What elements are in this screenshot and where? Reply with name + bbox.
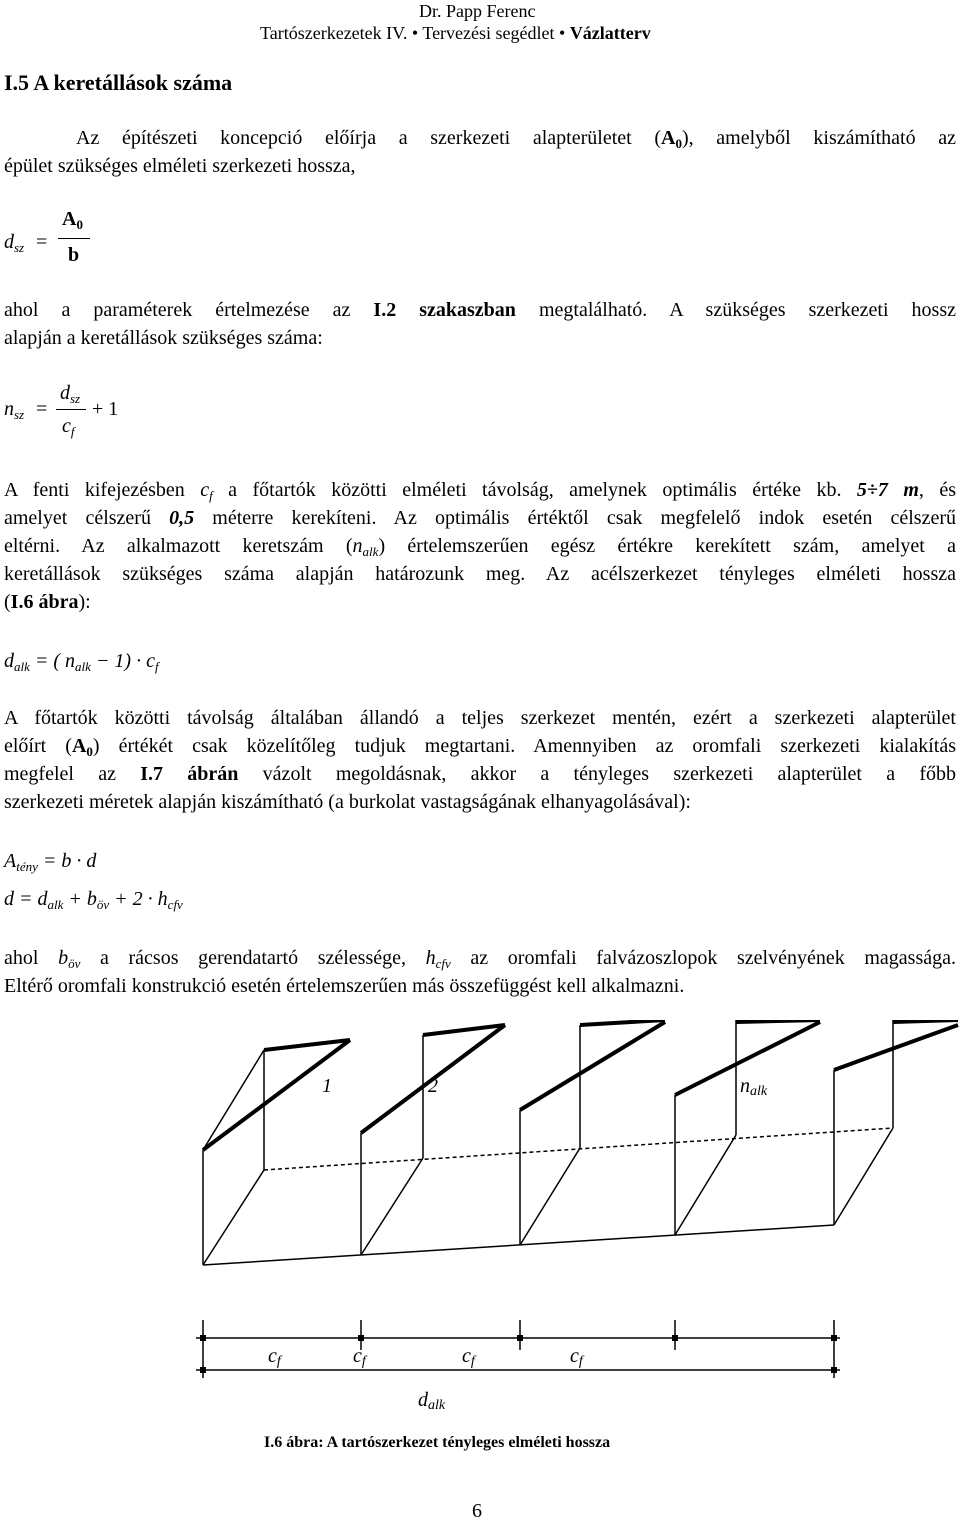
- text: f: [70, 424, 75, 439]
- header-course-line: [260, 23, 651, 43]
- dimension-node: [831, 1335, 837, 1341]
- text: A: [62, 208, 77, 230]
- frame-label-n: [740, 1075, 768, 1099]
- floor-side-edge: [834, 1128, 893, 1225]
- figure-caption: I.6 ábra: A tartószerkezet tényleges elméleti hossza: [264, 1434, 611, 1451]
- header-part1: Tervezési segédlet: [422, 23, 555, 43]
- equation-atény: [4, 850, 96, 878]
- text: sz: [14, 407, 25, 422]
- text: f: [470, 1354, 475, 1369]
- text: A: [4, 850, 17, 872]
- eq-numerator: [60, 382, 80, 410]
- para-line: [4, 504, 956, 532]
- text: f: [154, 659, 159, 674]
- para-line: épület szükséges elméleti szerkezeti hossza,: [4, 155, 356, 177]
- equation-dalk: [4, 650, 159, 678]
- fraction-bar: [56, 409, 86, 410]
- page-number: 6: [472, 1500, 482, 1522]
- equation-d: [4, 888, 183, 916]
- text: ) értékét csak közelítőleg tudjuk megtartani. Amennyiben az oromfali szerkezeti kialakítás: [92, 735, 957, 757]
- text: öv: [68, 956, 81, 971]
- eq-lhs: [4, 231, 24, 259]
- text: alk: [750, 1084, 768, 1099]
- text: 0: [675, 136, 682, 151]
- text: tény: [16, 859, 38, 874]
- frame-label-1: 1: [322, 1075, 332, 1097]
- text: vázolt megoldásnak, akkor a tényleges szerkezeti alapterület a főbb: [238, 763, 956, 785]
- text: n: [740, 1075, 750, 1097]
- paragraph-params: [4, 296, 956, 352]
- text: ahol a paraméterek értelmezése az: [4, 299, 374, 321]
- text: ahol: [4, 947, 59, 969]
- text: d: [4, 650, 14, 672]
- para-line: [4, 588, 956, 616]
- dimension-label-cf: [268, 1345, 283, 1369]
- text: f: [578, 1354, 583, 1369]
- text: ) értelemszerűen egész értékre kerekített szám, amelyet a: [378, 535, 956, 557]
- text: Az építészeti koncepció előírja a szerkezeti alapterületet (: [76, 127, 662, 149]
- dimension-node: [831, 1367, 837, 1373]
- text: alk: [362, 544, 379, 559]
- text: c: [570, 1345, 579, 1367]
- para-line: szerkezeti méretek alapján kiszámítható (a burkolat vastagságának elhanyagolásával):: [4, 791, 691, 813]
- text: , és: [918, 479, 956, 501]
- text: f: [276, 1354, 281, 1369]
- dimension-node: [517, 1335, 523, 1341]
- text: c: [268, 1345, 277, 1367]
- text: I.6 ábra: [10, 591, 79, 613]
- text: sz: [14, 240, 25, 255]
- text: alk: [75, 659, 91, 674]
- header-part2: Vázlatterv: [569, 23, 651, 43]
- text: alk: [14, 659, 30, 674]
- rafter-beam: [834, 1025, 958, 1070]
- rafter-top: [736, 1020, 820, 1022]
- eq-numerator: [62, 208, 83, 236]
- text: d: [418, 1389, 428, 1411]
- text: = ( n: [29, 650, 76, 672]
- text: ), amelyből kiszámítható az: [681, 127, 956, 149]
- text: + 2 · h: [109, 888, 168, 910]
- text: c: [462, 1345, 471, 1367]
- dimension-node: [672, 1335, 678, 1341]
- para-line: [4, 532, 956, 560]
- text: amelyet célszerű: [4, 507, 170, 529]
- para-line: [4, 124, 956, 152]
- text: megfelel az: [4, 763, 141, 785]
- text: eltérni. Az alkalmazott keretszám (: [4, 535, 353, 557]
- dimension-label-dalk: [418, 1389, 446, 1413]
- text: alk: [428, 1398, 446, 1413]
- text: 0,5: [169, 507, 195, 529]
- text: − 1) · c: [90, 650, 155, 672]
- text: méterre kerekíteni. Az optimális értéktől csak megfelelő indok esetén célszerű: [194, 507, 956, 529]
- text: előírt (: [4, 735, 72, 757]
- para-line: [4, 944, 956, 972]
- eq-plus-one: + 1: [92, 398, 119, 420]
- floor-side-edge: [361, 1158, 423, 1255]
- para-line: Eltérő oromfali konstrukció esetén értelemszerűen más összefüggést kell alkalmazni.: [4, 975, 685, 997]
- paragraph-intro: [4, 124, 956, 180]
- para-line: [4, 476, 956, 504]
- floor-side-edge: [520, 1148, 580, 1245]
- text: megtalálható. A szükséges szerkezeti hossz: [515, 299, 956, 321]
- floor-side-edge: [675, 1135, 736, 1235]
- text: d = d: [4, 888, 48, 910]
- rafter-diagonal: [203, 1050, 264, 1150]
- eq-denominator: [62, 415, 75, 443]
- text: A: [661, 127, 676, 149]
- header-course: Tartószerkezetek IV.: [260, 23, 408, 43]
- dimension-node: [358, 1335, 364, 1341]
- text: az oromfali falvázoszlopok szelvényének magassága.: [450, 947, 956, 969]
- text: A: [71, 735, 87, 757]
- text: öv: [96, 897, 110, 912]
- bullet-icon: •: [559, 23, 570, 43]
- text: f: [209, 488, 213, 503]
- header-author: Dr. Papp Ferenc: [419, 1, 536, 21]
- paragraph-definitions: [4, 944, 956, 1000]
- para-line: [4, 732, 956, 760]
- text: cfv: [167, 897, 183, 912]
- text: (: [4, 591, 11, 613]
- text: d: [60, 382, 70, 404]
- paragraph-area: [4, 704, 956, 816]
- para-line: A főtartók közötti távolság általában állandó a teljes szerkezet mentén, ezért a szerkezeti alapterület: [4, 707, 956, 729]
- text: A fenti kifejezésben: [4, 479, 201, 501]
- rafter-top: [893, 1020, 958, 1022]
- para-line: alapján a keretállások szükséges száma:: [4, 327, 323, 349]
- bullet-icon: •: [411, 23, 423, 43]
- eq-denominator: b: [68, 244, 80, 266]
- text: n: [352, 535, 363, 557]
- para-line: [4, 760, 956, 788]
- text: 0: [86, 744, 93, 759]
- text: c: [353, 1345, 362, 1367]
- text: ):: [78, 591, 91, 613]
- eq-sign: =: [36, 231, 48, 253]
- dimension-label-cf: [462, 1345, 477, 1369]
- dimension-label-cf: [570, 1345, 585, 1369]
- text: b: [58, 947, 69, 969]
- text: sz: [70, 391, 81, 406]
- eq-lhs: [4, 398, 24, 426]
- text: alk: [47, 897, 64, 912]
- text: f: [361, 1354, 366, 1369]
- text: n: [4, 398, 14, 420]
- floor-side-edge: [203, 1170, 264, 1265]
- dimension-node: [200, 1335, 206, 1341]
- rafter-beam: [520, 1022, 665, 1110]
- floor-front-edge: [203, 1225, 834, 1265]
- para-line: [4, 296, 956, 324]
- rafter-top: [580, 1020, 665, 1025]
- text: I.7 ábrán: [140, 763, 239, 785]
- text: cfv: [435, 956, 451, 971]
- text: h: [425, 947, 436, 969]
- text: a főtartók közötti elméleti távolság, amelynek optimális értéke kb.: [212, 479, 857, 501]
- paragraph-frame-spacing: [4, 476, 956, 616]
- text: d: [4, 231, 14, 253]
- text: a rácsos gerendatartó szélessége,: [80, 947, 426, 969]
- text: I.2 szakaszban: [373, 299, 516, 321]
- eq-sign: =: [36, 398, 48, 420]
- text: c: [62, 415, 71, 437]
- frame-label-2: 2: [428, 1075, 438, 1097]
- text: + b: [63, 888, 97, 910]
- text: 0: [76, 217, 83, 232]
- dimension-node: [200, 1367, 206, 1373]
- dimension-label-cf: [353, 1345, 368, 1369]
- para-line: keretállások szükséges száma alapján határozunk meg. Az acélszerkezet tényleges elméleti hossza: [4, 563, 956, 585]
- text: c: [200, 479, 210, 501]
- figure-frame-diagram: [0, 1020, 960, 1440]
- fraction-bar: [58, 238, 90, 239]
- text: = b · d: [37, 850, 97, 872]
- section-title: I.5 A keretállások száma: [4, 70, 233, 95]
- text: 5÷7 m: [856, 479, 919, 501]
